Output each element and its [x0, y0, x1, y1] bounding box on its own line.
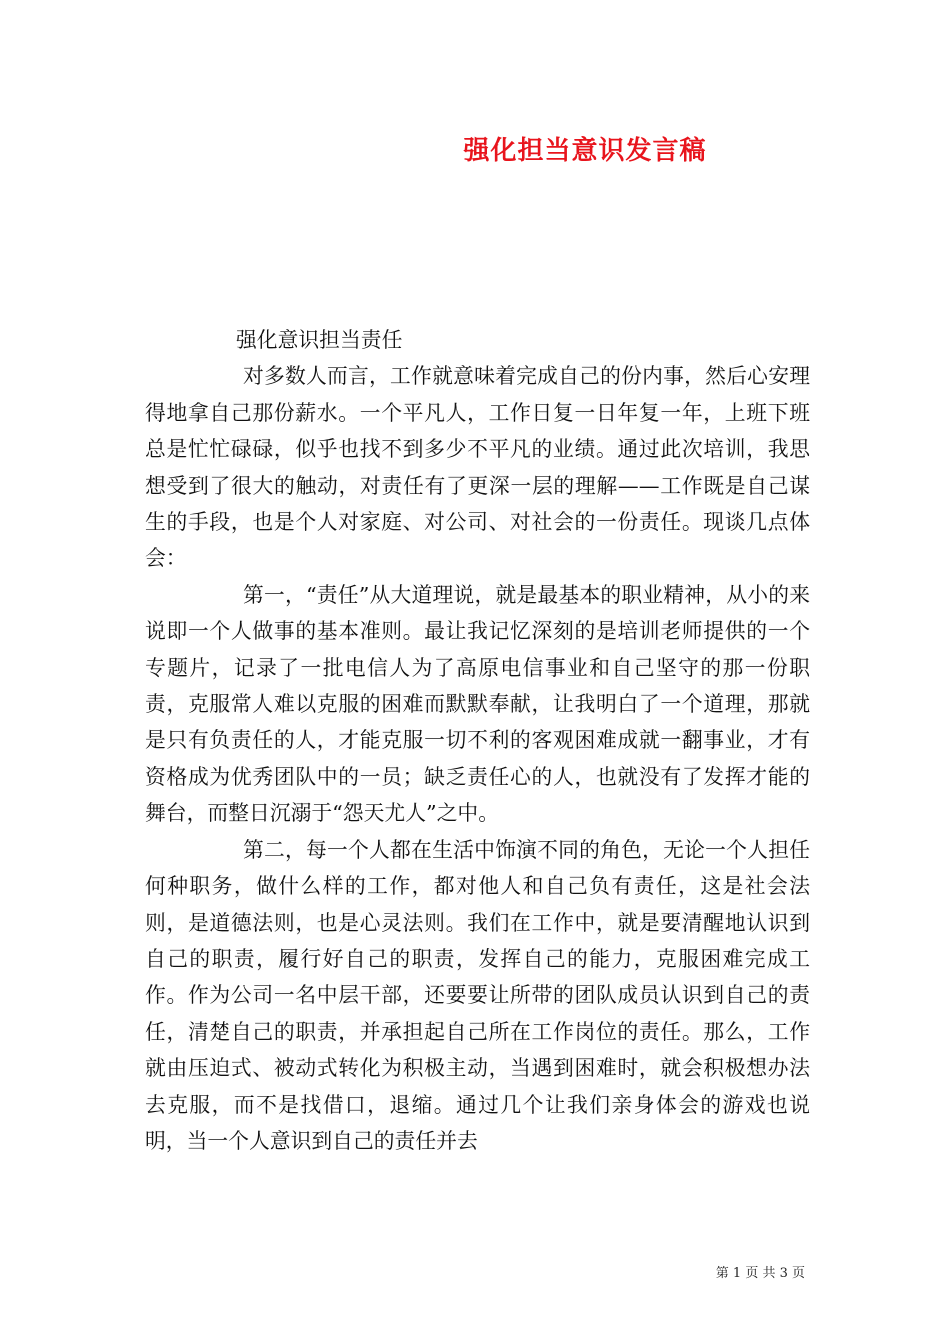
subtitle: 强化意识担当责任 [236, 328, 403, 352]
page-title: 强化担当意识发言稿 [463, 136, 707, 166]
document-body [145, 322, 810, 1159]
paragraph-3: 第二，每一个人都在生活中饰演不同的角色，无论一个人担任何种职务，做什么样的工作，都对他人和自己负有责任，这是社会法则，是道德法则，也是心灵法则。我们在工作中，就是要清醒地认识到自己的职责，履行好自己的职责，发挥自己的能力，克服困难完成工作。作为公司一名中层干部，还要要让所带的团队成员认识到自己的责任，清楚自己的职责，并承担起自己所在工作岗位的责任。那么，工作就由压迫式、被动式转化为积极主动，当遇到困难时，就会积极想办法去克服，而不是找借口，退缩。通过几个让我们亲身体会的游戏也说明，当一个人意识到自己的责任并去 [145, 837, 810, 1153]
paragraph-2: 第一，“责任”从大道理说，就是最基本的职业精神，从小的来说即一个人做事的基本准则。最让我记忆深刻的是培训老师提供的一个专题片，记录了一批电信人为了高原电信事业和自己坚守的那一份职责，克服常人难以克服的困难而默默奉献，让我明白了一个道理，那就是只有负责任的人，才能克服一切不利的客观困难成就一翻事业，才有资格成为优秀团队中的一员；缺乏责任心的人，也就没有了发挥才能的舞台，而整日沉溺于“怨天尤人”之中。 [145, 582, 810, 826]
paragraph-1: 对多数人而言，工作就意味着完成自己的份内事，然后心安理得地拿自己那份薪水。一个平凡人，工作日复一日年复一年，上班下班总是忙忙碌碌，似乎也找不到多少不平凡的业绩。通过此次培训，我思想受到了很大的触动，对责任有了更深一层的理解——工作既是自己谋生的手段，也是个人对家庭、对公司、对社会的一份责任。现谈几点体会： [145, 364, 810, 571]
page-footer: 第 1 页 共 3 页 [715, 1266, 805, 1281]
